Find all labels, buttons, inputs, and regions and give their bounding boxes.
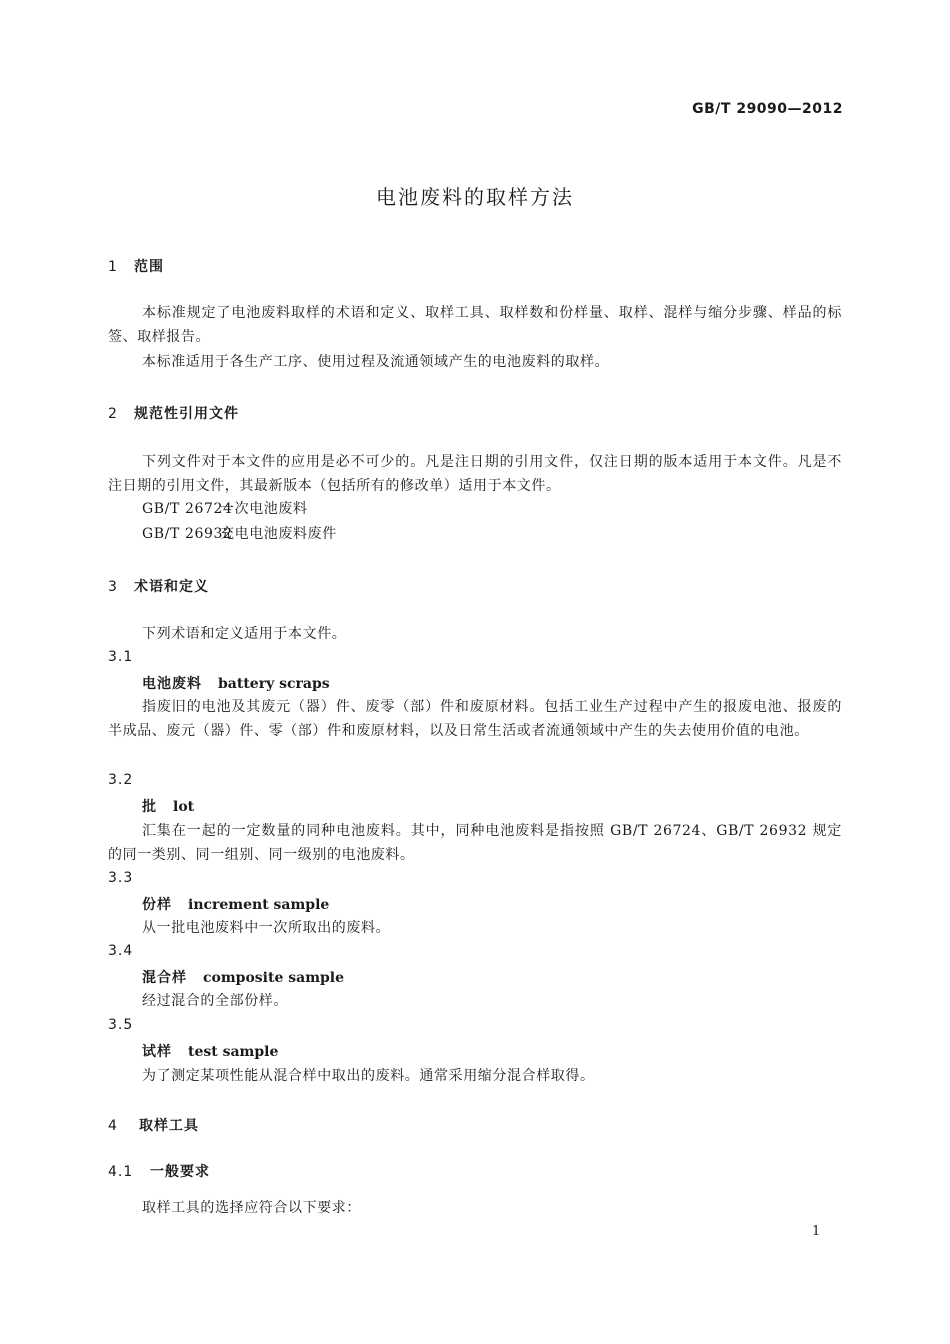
- term-definition: 指废旧的电池及其废元（器）件、废零（部）件和废原材料。包括工业生产过程中产生的报废电池、报废的半成品、废元（器）件、零（部）件和废原材料，以及日常生活或者流通领域中产生的失去使用价值的电池。: [108, 699, 842, 739]
- term-en: composite sample: [203, 970, 345, 986]
- term-en: lot: [173, 799, 195, 815]
- term-definition: 从一批电池废料中一次所取出的废料。: [142, 920, 391, 936]
- subsection-title: 一般要求: [150, 1164, 210, 1180]
- term-entry: [142, 673, 330, 693]
- section-number: 3: [108, 579, 118, 595]
- term-number: 3.4: [108, 943, 134, 959]
- reference-title: 一次电池废料: [220, 501, 308, 517]
- term-definition: 经过混合的全部份样。: [142, 993, 288, 1009]
- section-number: 4: [108, 1118, 118, 1134]
- section-4-heading: [108, 1115, 199, 1135]
- term-entry: [142, 967, 344, 987]
- term-zh: 批: [142, 799, 157, 815]
- term-number: 3.3: [108, 870, 134, 886]
- term-zh: 混合样: [142, 970, 187, 986]
- term-number: 3.5: [108, 1017, 134, 1033]
- term-en: battery scraps: [218, 676, 330, 692]
- section-3-heading: [108, 576, 209, 596]
- term-entry: [142, 894, 329, 914]
- subsection-4-1-paragraph: 取样工具的选择应符合以下要求：: [142, 1200, 361, 1216]
- term-number: 3.2: [108, 772, 134, 788]
- term-zh: 试样: [142, 1044, 172, 1060]
- section-number: 2: [108, 406, 118, 422]
- reference-code: GB/T 26724: [142, 501, 233, 517]
- term-entry: [142, 1041, 278, 1061]
- term-number: 3.1: [108, 649, 134, 665]
- normative-reference: [142, 498, 308, 518]
- document-title: 电池废料的取样方法: [376, 185, 574, 209]
- section-title: 范围: [134, 259, 164, 275]
- term-zh: 份样: [142, 897, 172, 913]
- subsection-number: 4.1: [108, 1164, 134, 1180]
- standard-code: GB/T 29090—2012: [692, 101, 843, 117]
- term-entry: [142, 796, 194, 816]
- term-en: increment sample: [188, 897, 330, 913]
- section-title: 术语和定义: [134, 579, 209, 595]
- section-1-paragraph-1: 本标准规定了电池废料取样的术语和定义、取样工具、取样数和份样量、取样、混样与缩分步骤、样品的标签、取样报告。: [108, 305, 842, 345]
- reference-code: GB/T 26932: [142, 526, 233, 542]
- page-number: 1: [812, 1224, 821, 1239]
- subsection-4-1-heading: [108, 1161, 210, 1181]
- section-number: 1: [108, 259, 118, 275]
- section-1-paragraph-2: 本标准适用于各生产工序、使用过程及流通领域产生的电池废料的取样。: [142, 354, 610, 370]
- section-2-paragraph-1: 下列文件对于本文件的应用是必不可少的。凡是注日期的引用文件，仅注日期的版本适用于本文件。凡是不注日期的引用文件，其最新版本（包括所有的修改单）适用于本文件。: [108, 454, 842, 494]
- reference-title: 充电电池废料废件: [220, 526, 337, 542]
- term-definition: 为了测定某项性能从混合样中取出的废料。通常采用缩分混合样取得。: [142, 1068, 595, 1084]
- section-2-heading: [108, 403, 239, 423]
- section-title: 规范性引用文件: [134, 406, 239, 422]
- term-en: test sample: [188, 1044, 279, 1060]
- normative-reference: [142, 523, 337, 543]
- term-zh: 电池废料: [142, 676, 202, 692]
- section-3-intro: 下列术语和定义适用于本文件。: [142, 626, 347, 642]
- term-definition: 汇集在一起的一定数量的同种电池废料。其中，同种电池废料是指按照 GB/T 26724、GB/T 26932 规定的同一类别、同一组别、同一级别的电池废料。: [108, 823, 842, 863]
- section-title: 取样工具: [139, 1118, 199, 1134]
- section-1-heading: [108, 256, 164, 276]
